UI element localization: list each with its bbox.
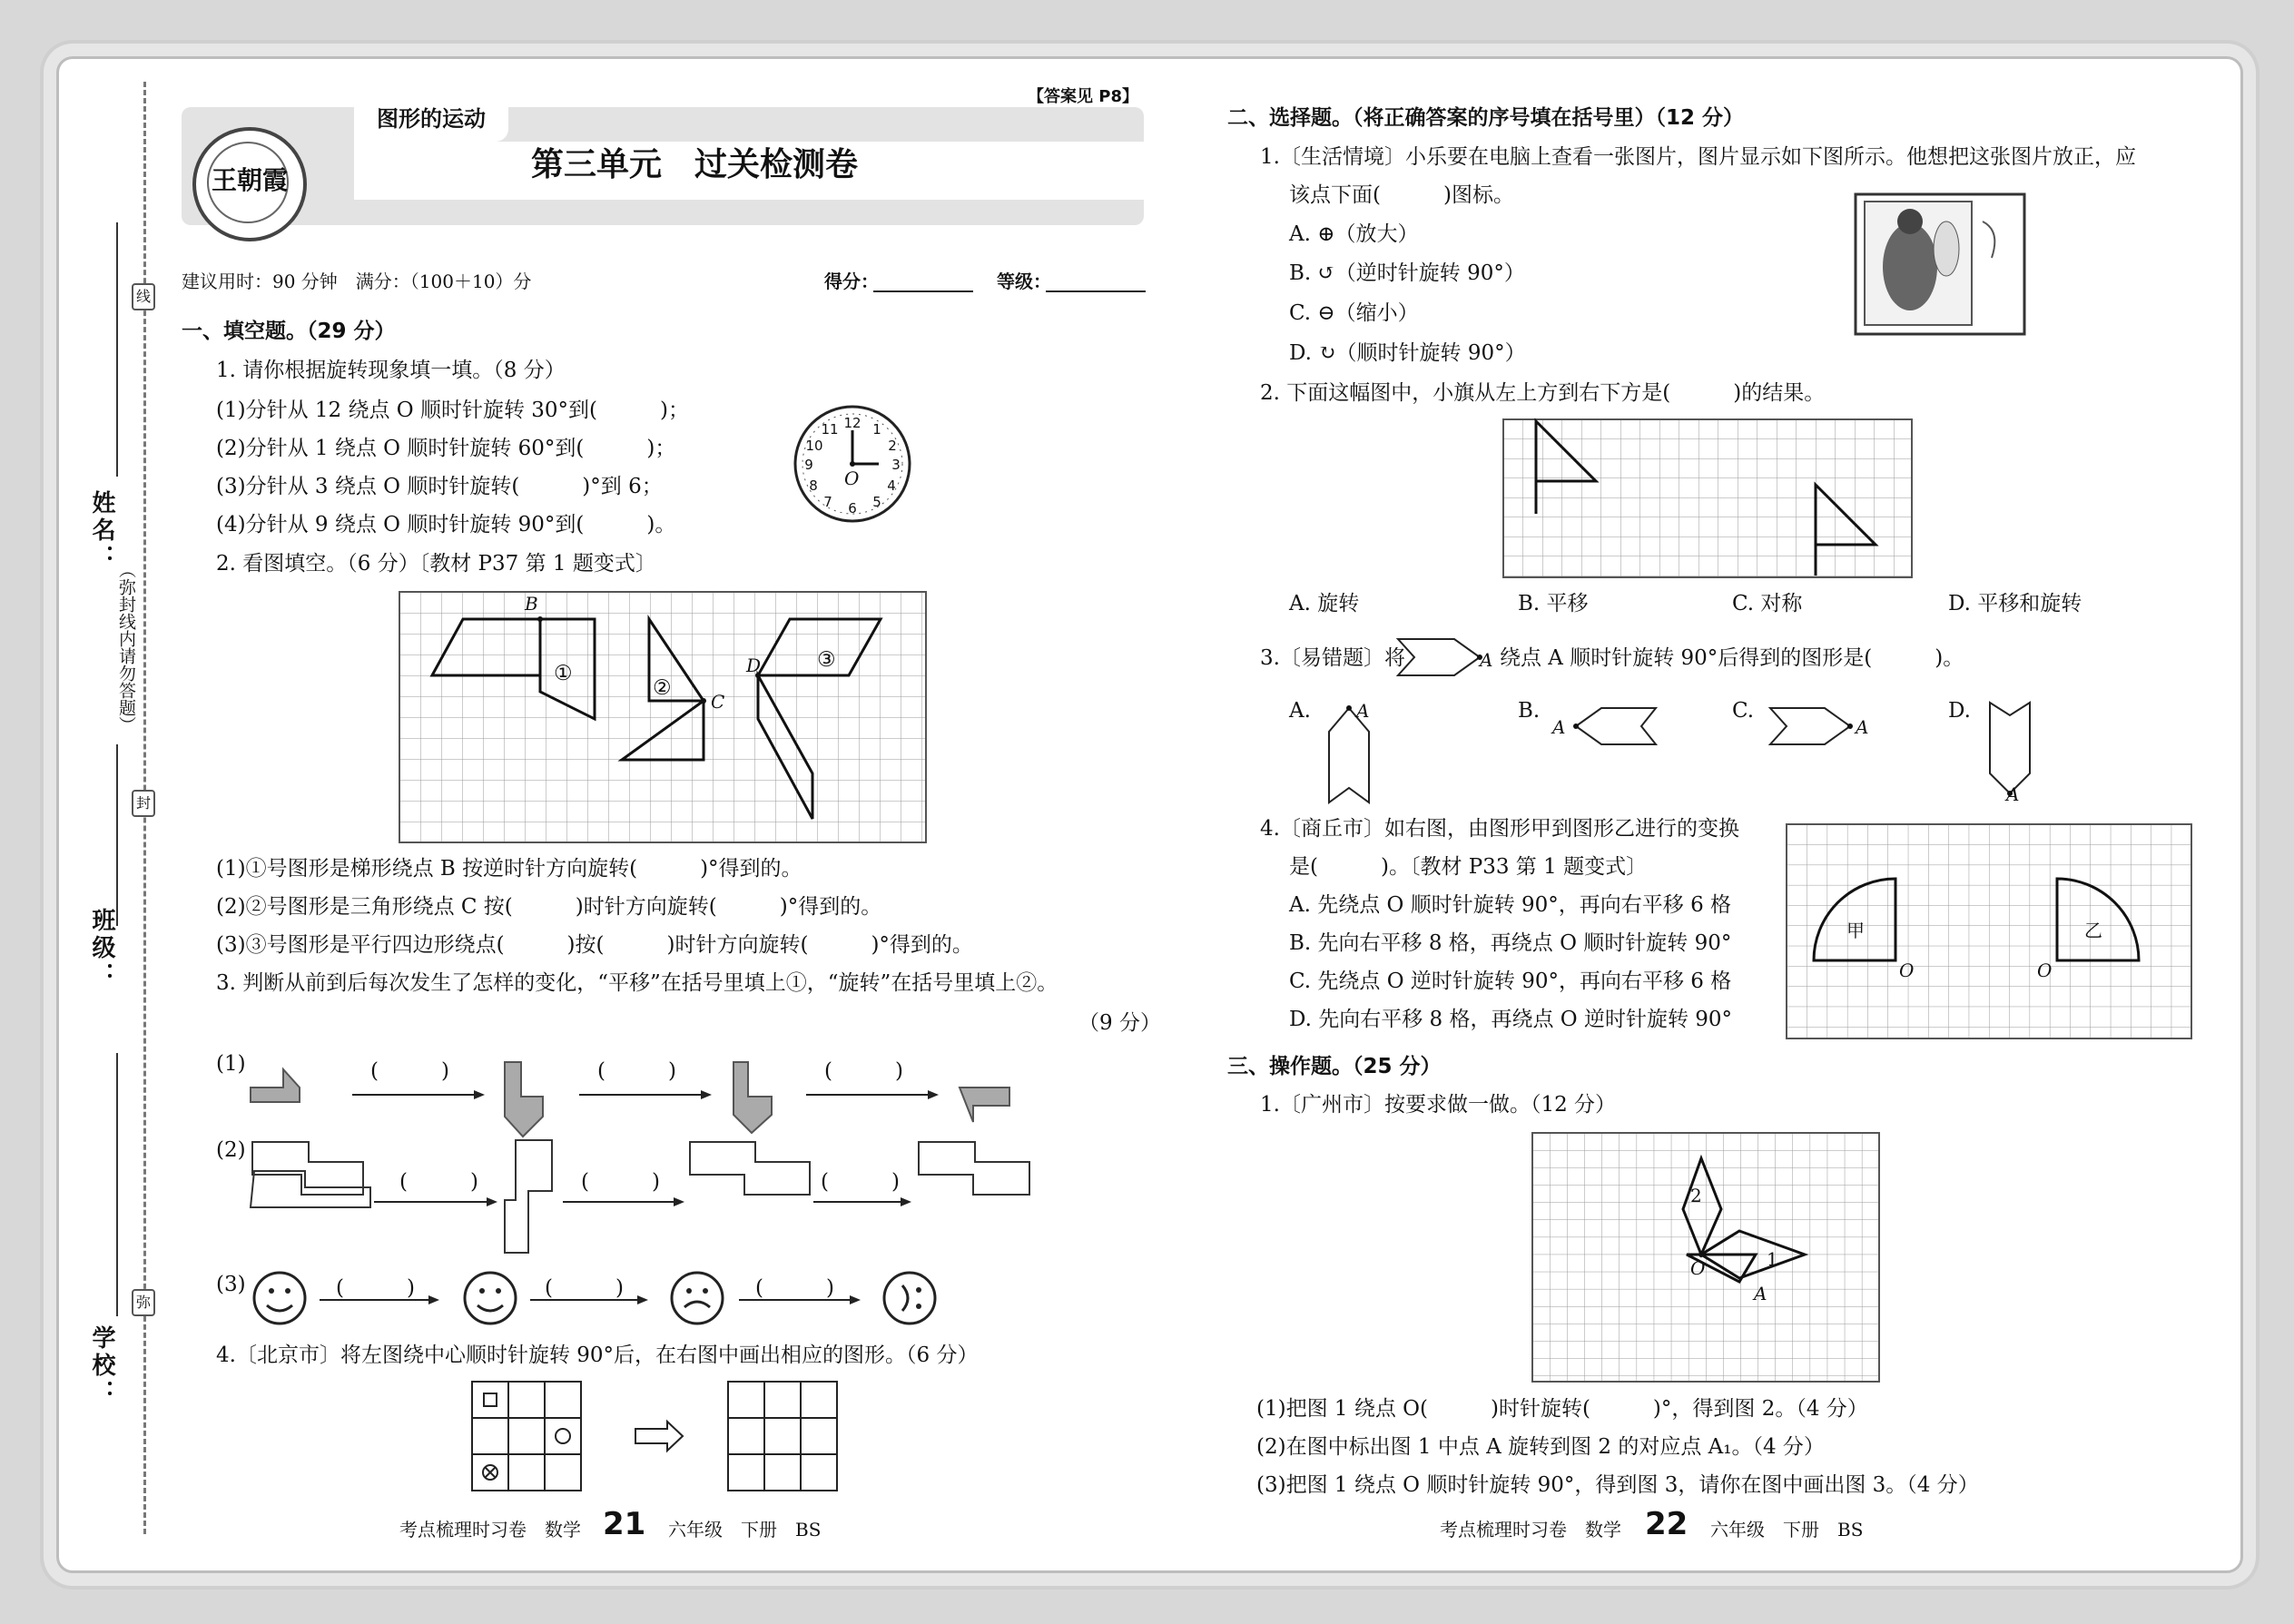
rotated-photo-figure: [1856, 194, 2024, 334]
row-2-figures: [247, 1137, 1064, 1256]
class-label: 班级：: [88, 908, 115, 989]
footer-grade-left: 六年级 下册 BS: [668, 1519, 822, 1540]
row-2-answer-3[interactable]: ( ): [821, 1170, 900, 1194]
choice-3-option-b[interactable]: B.: [1518, 699, 1541, 723]
arrow-shape-source: [1394, 632, 1485, 683]
point-D: D: [746, 655, 762, 676]
svg-text:4: 4: [887, 477, 896, 494]
question-2-3: (3)③号图形是平行四边形绕点( )按( )时针方向旋转( )°得到的。: [216, 933, 973, 957]
shape-jia-label: 甲: [1846, 920, 1865, 941]
svg-text:12: 12: [843, 415, 861, 431]
svg-text:11: 11: [821, 421, 839, 438]
choice-4-line-1: 4.〔商丘市〕如右图，由图形甲到图形乙进行的变换: [1260, 817, 1739, 841]
row-1-answer-2[interactable]: ( ): [597, 1059, 676, 1083]
row-3-answer-1[interactable]: ( ): [336, 1276, 415, 1300]
section-2-title: 二、选择题。（将正确答案的序号填在括号里）（12 分）: [1227, 106, 1745, 130]
choice-3-option-a[interactable]: A.: [1289, 699, 1311, 723]
choice-4-option-b[interactable]: B. 先向右平移 8 格，再绕点 O 顺时针旋转 90°: [1289, 931, 1732, 955]
row-3-answer-3[interactable]: ( ): [755, 1276, 834, 1300]
choice-1-option-c[interactable]: C. ⊖（缩小）: [1289, 301, 1419, 325]
svg-text:8: 8: [809, 477, 818, 494]
point-O-jia: O: [1899, 960, 1915, 981]
choice-1-line-2: 该点下面( )图标。: [1289, 183, 1514, 207]
operation-1-3: (3)把图 1 绕点 O 顺时针旋转 90°，得到图 3，请你在图中画出图 3。（4 分）: [1256, 1473, 1979, 1497]
row-1-answer-1[interactable]: ( ): [370, 1059, 449, 1083]
seal-tag-feng: 封: [132, 790, 155, 817]
choice-1-option-a[interactable]: A. ⊕（放大）: [1289, 222, 1419, 246]
svg-text:6: 6: [848, 500, 857, 517]
operation-1-2: (2)在图中标出图 1 中点 A 旋转到图 2 的对应点 A₁。（4 分）: [1256, 1435, 1825, 1459]
svg-text:7: 7: [823, 494, 832, 510]
question-1-3: (3)分针从 3 绕点 O 顺时针旋转( )°到 6；: [216, 475, 663, 498]
choice-2: 2. 下面这幅图中，小旗从左上方到右下方是( )的结果。: [1260, 381, 1826, 405]
point-A-source: A: [1480, 649, 1493, 671]
grade-field[interactable]: [1046, 290, 1146, 292]
choice-3-option-c[interactable]: C.: [1732, 699, 1755, 723]
choice-1-option-d[interactable]: D. ↻（顺时针旋转 90°）: [1289, 341, 1526, 365]
shape-yi-label: 乙: [2084, 920, 2102, 941]
option-c-arrow: [1767, 703, 1869, 753]
footer-book-right: 考点梳理时习卷 数学: [1440, 1519, 1621, 1540]
operation-1: 1.〔广州市〕按要求做一做。（12 分）: [1260, 1093, 1617, 1117]
page-title: 第三单元 过关检测卷: [531, 146, 859, 183]
section-name: 图形的运动: [377, 106, 486, 132]
svg-text:9: 9: [804, 457, 813, 473]
choice-3-option-d[interactable]: D.: [1948, 699, 1971, 723]
question-1-1: (1)分针从 12 绕点 O 顺时针旋转 30°到( )；: [216, 399, 689, 422]
figure-1-label: 1: [1767, 1248, 1778, 1270]
point-B: B: [525, 593, 538, 615]
row-3-label: (3): [216, 1273, 246, 1296]
brand-logo: 王朝霞: [192, 127, 307, 241]
choice-2-option-d[interactable]: D. 平移和旋转: [1948, 592, 2082, 615]
operation-1-1: (1)把图 1 绕点 O( )时针旋转( )°，得到图 2。（4 分）: [1256, 1397, 1868, 1421]
section-3-title: 三、操作题。（25 分）: [1227, 1055, 1442, 1078]
option-b-arrow: [1569, 703, 1669, 753]
rotation-grid-pair: [472, 1382, 844, 1496]
seal-note: （弥封线内请勿答题）: [116, 561, 136, 733]
shape-3-label: ③: [817, 648, 836, 672]
flag-grid-figure: [1503, 419, 1912, 577]
question-1: 1. 请你根据旋转现象填一填。（8 分）: [216, 359, 566, 382]
choice-4-option-d[interactable]: D. 先向右平移 8 格，再绕点 O 逆时针旋转 90°: [1289, 1008, 1733, 1031]
question-1-4: (4)分针从 9 绕点 O 顺时针旋转 90°到( )。: [216, 513, 676, 536]
row-2-label: (2): [216, 1138, 246, 1162]
question-2: 2. 看图填空。（6 分）〔教材 P37 第 1 题变式〕: [216, 552, 656, 576]
choice-1-line-1: 1.〔生活情境〕小乐要在电脑上查看一张图片，图片显示如下图所示。他想把这张图片放正，应: [1260, 145, 2136, 169]
choice-2-option-a[interactable]: A. 旋转: [1289, 592, 1360, 615]
operation-grid-figure: [1532, 1133, 1879, 1382]
choice-3-suffix: 绕点 A 顺时针旋转 90°后得到的图形是( )。: [1500, 646, 1964, 670]
clock-figure: [792, 403, 913, 525]
point-C: C: [711, 691, 725, 713]
option-c-point: A: [1856, 716, 1869, 738]
row-1-label: (1): [216, 1052, 246, 1076]
choice-1-option-b[interactable]: B. ↺（逆时针旋转 90°）: [1289, 261, 1525, 285]
page-number-left: 21: [603, 1506, 646, 1542]
shape-1-label: ①: [554, 662, 573, 685]
grade-label: 等级：: [997, 271, 1051, 292]
footer-grade-right: 六年级 下册 BS: [1710, 1519, 1864, 1540]
question-2-1: (1)①号图形是梯形绕点 B 按逆时针方向旋转( )°得到的。: [216, 857, 802, 881]
choice-2-option-b[interactable]: B. 平移: [1518, 592, 1589, 615]
footer-book-left: 考点梳理时习卷 数学: [399, 1519, 581, 1540]
seal-tag-mi: 弥: [132, 1289, 155, 1316]
option-b-point: A: [1552, 716, 1566, 738]
choice-3-prefix: 3.〔易错题〕将: [1260, 646, 1405, 670]
school-underline: [116, 1053, 118, 1316]
school-label: 学校：: [88, 1325, 115, 1407]
option-a-arrow: [1322, 704, 1385, 804]
choice-4-option-a[interactable]: A. 先绕点 O 顺时针旋转 90°，再向右平移 6 格: [1289, 893, 1732, 917]
question-3-score: （9 分）: [1078, 1011, 1161, 1035]
figure-2-label: 2: [1690, 1185, 1702, 1206]
point-O-yi: O: [2037, 960, 2053, 981]
clock-center-label: O: [844, 468, 860, 489]
time-info: 建议用时：90 分钟 满分：（100＋10）分: [182, 271, 532, 292]
name-underline: [116, 222, 118, 477]
question-3: 3. 判断从前到后每次发生了怎样的变化，“平移”在括号里填上①，“旋转”在括号里填上②。: [216, 971, 1058, 995]
score-label: 得分：: [824, 271, 879, 292]
row-2-answer-2[interactable]: ( ): [581, 1170, 660, 1194]
question-1-2: (2)分针从 1 绕点 O 顺时针旋转 60°到( )；: [216, 437, 676, 460]
page-number-right: 22: [1645, 1506, 1689, 1542]
svg-text:3: 3: [891, 457, 901, 473]
svg-text:10: 10: [805, 438, 823, 454]
point-O-operation: O: [1690, 1257, 1706, 1279]
section-1-title: 一、填空题。（29 分）: [182, 320, 396, 343]
row-2-answer-1[interactable]: ( ): [399, 1170, 478, 1194]
row-1-answer-3[interactable]: ( ): [824, 1059, 903, 1083]
point-A-operation: A: [1754, 1283, 1767, 1304]
option-a-point: A: [1356, 700, 1370, 722]
rotation-grid-figure: [399, 592, 926, 842]
choice-4-option-c[interactable]: C. 先绕点 O 逆时针旋转 90°，再向右平移 6 格: [1289, 969, 1732, 993]
class-underline: [116, 744, 118, 926]
question-4: 4.〔北京市〕将左图绕中心顺时针旋转 90°后，在右图中画出相应的图形。（6 分）: [216, 1343, 979, 1367]
name-label: 姓名：: [88, 490, 115, 572]
choice-4-line-2: 是( )。〔教材 P33 第 1 题变式〕: [1289, 855, 1648, 879]
svg-text:2: 2: [888, 438, 897, 454]
answer-reference: 【答案见 P8】: [1028, 87, 1138, 106]
choice-2-option-c[interactable]: C. 对称: [1732, 592, 1803, 615]
shape-2-label: ②: [653, 676, 672, 700]
score-field[interactable]: [873, 290, 973, 292]
seal-tag-xian: 线: [132, 283, 155, 310]
svg-text:1: 1: [872, 421, 881, 438]
question-2-2: (2)②号图形是三角形绕点 C 按( )时针方向旋转( )°得到的。: [216, 895, 882, 919]
option-d-point: A: [2006, 783, 2020, 805]
row-3-answer-2[interactable]: ( ): [545, 1276, 624, 1300]
svg-text:5: 5: [872, 494, 881, 510]
